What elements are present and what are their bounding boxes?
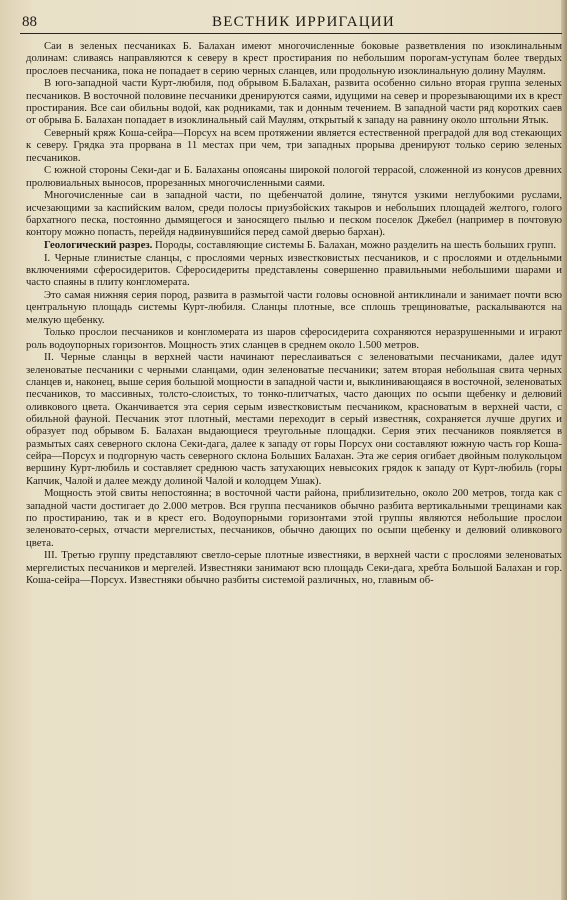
section-paragraph	[26, 239, 562, 251]
section-heading: Геологический разрез.	[44, 238, 153, 251]
running-title: ВЕСТНИК ИРРИГАЦИИ	[212, 14, 395, 30]
article-body	[26, 40, 562, 586]
paragraph: Это самая нижняя серия пород, развита в размытой части головы основной антиклинали и занимает почти всю центральную площадь системы Курт-любиля. Сланцы плотные, все сплошь трещиноватые, раскалываются на мелкую щебенку.	[26, 288, 562, 326]
paragraph: В юго-западной части Курт-любиля, под обрывом Б.Балахан, развита особенно сильно вторая группа зеленых песчаников. В восточной половине песчаники дренируются саями, идущими на север и прорезывающими их в крест простирания. Все саи обильны водой, как родниками, так и донным течением. В западной части ряд коротких саев от обрыва Б. Балахан попадает в изоклинальный сай Маулям, открытый к западу на равнину около штольни Ятык.	[26, 77, 562, 127]
section-text: Породы, составляющие системы Б. Балахан, можно разделить на шесть больших групп.	[152, 238, 557, 251]
paragraph: С южной стороны Секи-даг и Б. Балаханы опоясаны широкой пологой террасой, сложенной из конусов древних пролювиальных выносов, прорезанных многочисленными саями.	[26, 164, 562, 189]
paragraph: III. Третью группу представляют светло-серые плотные известняки, в верхней части с прослоями зеленоватых мергелистых песчаников и мергелей. Известняки занимают всю площадь Секи-дага, хребта Большой Балахан и гор. Коша-сейра—Порсух. Известняки обычно разбиты системой различных, но, главным об-	[26, 549, 562, 587]
paragraph: Мощность этой свиты непостоянна; в восточной части района, приблизительно, около 200 метров, тогда как с западной части достигает до 2.000 метров. Вся группа песчаников обычно разбита вертикальными трещинами как по простиранию, так и в крест его. Водоупорными горизонтами этой группы являются небольшие прослои зеленовато-серых, отчасти мергелистых, песчаников, обычно дающих по осыпи щебенку и делювий оливкового цвета.	[26, 487, 562, 549]
paragraph: Саи в зеленых песчаниках Б. Балахан имеют многочисленные боковые разветвления по изоклинальным долинам: сливаясь направляются к северу в крест простирания по небольшим порогам-уступам более твердых прослоев песчаника, пока не попадает в серию черных сланцев, или продольную изоклинальную долину Маулям.	[26, 40, 562, 77]
paragraph: I. Черные глинистые сланцы, с прослоями черных известковистых песчаников, и с прослоями и отдельными включениями сферосидеритов. Сферосидериты представлены совершенно правильными небольшими шарами и часто спаяны в плиту конгломерата.	[26, 251, 562, 289]
paragraph: Северный кряж Коша-сейра—Порсух на всем протяжении является естественной преградой для вод стекающих к северу. Грядка эта прорвана в 11 местах при чем, три западных прорыва дренируют только серию зеленых песчаников.	[26, 127, 562, 164]
page-number: 88	[22, 14, 37, 30]
paragraph: II. Черные сланцы в верхней части начинают переслаиваться с зеленоватыми песчаниками, далее идут зеленоватые песчаники с черными сланцами, один зеленоватые песчаники; затем вторая небольшая свита черных сланцев и, наконец, выше серия большой мощности в западной части и, выклинивающаяся в восточной, зеленоватых песчаников, то массивных, толсто-слоистых, то тонко-плитчатых, часто дающих по осыпи щебенку и делювий оливкового цвета. Оканчивается эта серия серым известковистым песчаником, красноватым в верхней части, с обильной фауной. Песчаник этот плотный, местами переходит в серый известняк, сохраняется лучше других и образует под обрывом Б. Балахан выдающиеся треугольные площадки. Серия этих песчаников появляется в размытых саях северного склона Секи-дага, далее к западу от горы Порсух они составляют южную часть гор Коша-сейра—Порсух и подгорную часть северного склона Больших Балахан. Эта же серия огибает двойным полукольцом вершину Курт-любиль и составляет среднюю часть затухающих невысоких грядок к западу от Курт-любиль (горы Капчик, Чалой и далее между долиной Чалой и колодцем Ушак).	[26, 351, 562, 487]
header-rule	[20, 33, 562, 34]
paragraph: Многочисленные саи в западной части, по щебенчатой долине, тянутся узкими неглубокими руслами, исчезающими за каспийским валом, среди полосы приузбойских такыров и небольших площадей желтого, голого бархатного песка, постоянно дымящегося и заносящего пылью и песком поселок Джебел (например в почтовую контору можно попасть, перейдя надвинувшийся перед самой дверью бархан).	[26, 189, 562, 239]
paragraph: Только прослои песчаников и конгломерата из шаров сферосидерита сохраняются неразрушенными и играют роль водоупорных горизонтов. Мощность этих сланцев в среднем около 1.500 метров.	[26, 326, 562, 351]
